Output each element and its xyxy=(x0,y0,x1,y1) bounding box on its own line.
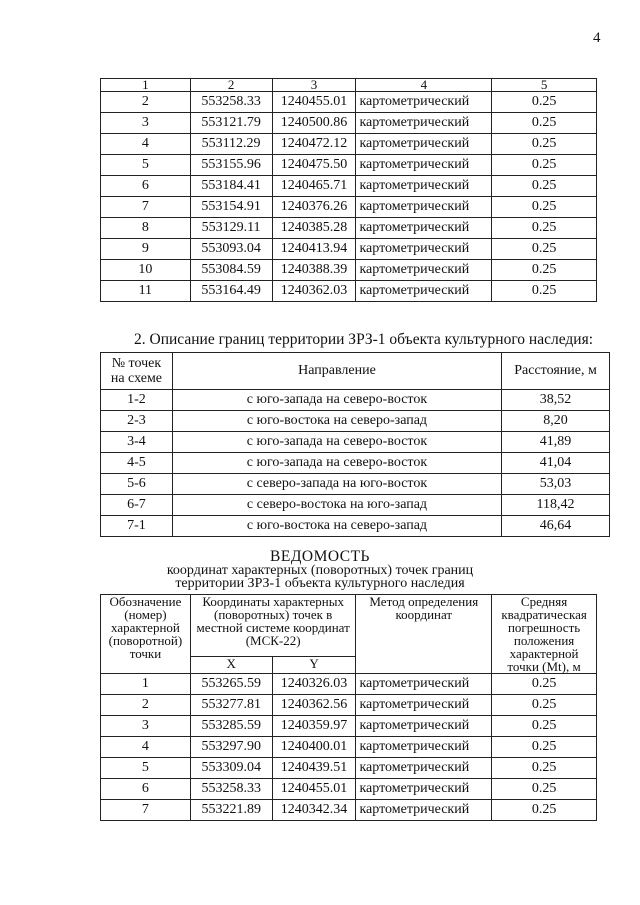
table-cell: 6 xyxy=(101,176,191,197)
table-cell: 1240326.03 xyxy=(272,674,356,695)
table-cell: 553297.90 xyxy=(190,737,272,758)
table-row xyxy=(101,432,610,453)
table-cell: 9 xyxy=(101,239,191,260)
vedomost-coordinates-table xyxy=(100,594,597,821)
table-cell: 41,04 xyxy=(502,453,610,474)
table-row xyxy=(101,453,610,474)
table-cell: 3 xyxy=(101,113,191,134)
table-cell: 553221.89 xyxy=(190,800,272,821)
table-cell: 1240475.50 xyxy=(272,155,356,176)
table-cell: картометрический xyxy=(356,176,492,197)
table-cell: 0.25 xyxy=(492,716,597,737)
column-number-3: 3 xyxy=(272,79,356,92)
table-cell: 553285.59 xyxy=(190,716,272,737)
table-row xyxy=(101,92,597,113)
header-distance: Расстояние, м xyxy=(502,353,610,390)
table-cell: 1240472.12 xyxy=(272,134,356,155)
table-cell: 0.25 xyxy=(492,218,597,239)
table-cell: 1240500.86 xyxy=(272,113,356,134)
table-cell: 553084.59 xyxy=(190,260,272,281)
table-cell: 5-6 xyxy=(101,474,173,495)
table-cell: картометрический xyxy=(356,155,492,176)
table-cell: 6 xyxy=(101,779,191,800)
column-number-5: 5 xyxy=(492,79,597,92)
table-cell: с юго-запада на северо-восток xyxy=(172,390,501,411)
table-cell: с северо-запада на юго-восток xyxy=(172,474,501,495)
table-cell: картометрический xyxy=(356,758,492,779)
table-cell: 2 xyxy=(101,92,191,113)
table-cell: картометрический xyxy=(356,716,492,737)
table-cell: 553309.04 xyxy=(190,758,272,779)
table-cell: 553258.33 xyxy=(190,779,272,800)
header-direction: Направление xyxy=(172,353,501,390)
table-cell: 7 xyxy=(101,800,191,821)
table-cell: 1240465.71 xyxy=(272,176,356,197)
table-cell: 38,52 xyxy=(502,390,610,411)
table-cell: 2-3 xyxy=(101,411,173,432)
table-cell: 553265.59 xyxy=(190,674,272,695)
table-cell: картометрический xyxy=(356,260,492,281)
table-cell: 553154.91 xyxy=(190,197,272,218)
table-row xyxy=(101,239,597,260)
table-row xyxy=(101,737,597,758)
table-cell: 6-7 xyxy=(101,495,173,516)
table-row xyxy=(101,113,597,134)
table-cell: 553258.33 xyxy=(190,92,272,113)
table-cell: 553184.41 xyxy=(190,176,272,197)
table-cell: 0.25 xyxy=(492,197,597,218)
table-cell: картометрический xyxy=(356,800,492,821)
table-cell: картометрический xyxy=(356,113,492,134)
table-cell: 4 xyxy=(101,134,191,155)
table-cell: 0.25 xyxy=(492,113,597,134)
table-cell: 0.25 xyxy=(492,176,597,197)
table-cell: 1240362.56 xyxy=(272,695,356,716)
table-cell: с юго-запада на северо-восток xyxy=(172,453,501,474)
table-cell: 0.25 xyxy=(492,155,597,176)
table-cell: 53,03 xyxy=(502,474,610,495)
table-cell: 0.25 xyxy=(492,674,597,695)
table-cell: 553155.96 xyxy=(190,155,272,176)
table-cell: 0.25 xyxy=(492,758,597,779)
vedomost-subtitle-line1: координат характерных (поворотных) точек границ xyxy=(166,563,474,578)
table-cell: картометрический xyxy=(356,695,492,716)
table-cell: картометрический xyxy=(356,281,492,302)
table-cell: 0.25 xyxy=(492,239,597,260)
boundary-description-table xyxy=(100,352,610,537)
table-cell: с юго-востока на северо-запад xyxy=(172,411,501,432)
header-method: Метод определения координат xyxy=(356,595,492,674)
table-cell: картометрический xyxy=(356,239,492,260)
header-coordinates: Координаты характерных (поворотных) точек в местной системе координат (МСК-22) xyxy=(190,595,356,657)
header-points: № точек на схеме xyxy=(101,353,173,390)
table-cell: картометрический xyxy=(356,779,492,800)
table-cell: 1240455.01 xyxy=(272,779,356,800)
table-cell: 0.25 xyxy=(492,800,597,821)
table-cell: 1240376.26 xyxy=(272,197,356,218)
table-row xyxy=(101,695,597,716)
table-cell: картометрический xyxy=(356,134,492,155)
table-row xyxy=(101,390,610,411)
table-row xyxy=(101,674,597,695)
table-header-row xyxy=(101,79,597,92)
table-cell: 118,42 xyxy=(502,495,610,516)
table-cell: 0.25 xyxy=(492,134,597,155)
table-cell: 4-5 xyxy=(101,453,173,474)
table-cell: 8 xyxy=(101,218,191,239)
table-cell: картометрический xyxy=(356,674,492,695)
table-row xyxy=(101,516,610,537)
table-cell: 46,64 xyxy=(502,516,610,537)
table-cell: 2 xyxy=(101,695,191,716)
table-cell: 1240385.28 xyxy=(272,218,356,239)
table-row xyxy=(101,474,610,495)
table-row xyxy=(101,411,610,432)
table-cell: 1240359.97 xyxy=(272,716,356,737)
table-row xyxy=(101,155,597,176)
table-cell: 0.25 xyxy=(492,281,597,302)
table-cell: 8,20 xyxy=(502,411,610,432)
table-row xyxy=(101,197,597,218)
header-x: X xyxy=(190,657,272,674)
table-row xyxy=(101,218,597,239)
table-cell: 0.25 xyxy=(492,92,597,113)
table-cell: 7 xyxy=(101,197,191,218)
table-row xyxy=(101,758,597,779)
table-cell: с юго-запада на северо-восток xyxy=(172,432,501,453)
table-cell: 553093.04 xyxy=(190,239,272,260)
table-row xyxy=(101,800,597,821)
table-header-row xyxy=(101,595,597,657)
table-cell: картометрический xyxy=(356,737,492,758)
table-cell: 1240342.34 xyxy=(272,800,356,821)
page-number: 4 xyxy=(593,30,601,46)
table-row xyxy=(101,176,597,197)
table-cell: 1240388.39 xyxy=(272,260,356,281)
table-cell: с юго-востока на северо-запад xyxy=(172,516,501,537)
table-cell: 1240362.03 xyxy=(272,281,356,302)
table-cell: 5 xyxy=(101,155,191,176)
coordinates-table-continued xyxy=(100,78,597,302)
table-cell: 5 xyxy=(101,758,191,779)
header-designation: Обозначение (номер) характерной (поворотной) точки xyxy=(101,595,191,674)
column-number-1: 1 xyxy=(101,79,191,92)
table-cell: 41,89 xyxy=(502,432,610,453)
table-cell: 553129.11 xyxy=(190,218,272,239)
table-cell: картометрический xyxy=(356,92,492,113)
header-error: Средняя квадратическая погрешность положения характерной точки (Mt), м xyxy=(492,595,597,674)
table-cell: 0.25 xyxy=(492,779,597,800)
table-row xyxy=(101,716,597,737)
table-cell: 3-4 xyxy=(101,432,173,453)
table-cell: 1240413.94 xyxy=(272,239,356,260)
table-row xyxy=(101,779,597,800)
table-cell: 3 xyxy=(101,716,191,737)
table-row xyxy=(101,281,597,302)
header-y: Y xyxy=(272,657,356,674)
table-cell: 553112.29 xyxy=(190,134,272,155)
section-2-title: 2. Описание границ территории ЗРЗ-1 объекта культурного наследия: xyxy=(134,331,594,348)
vedomost-subtitle-line2: территории ЗРЗ-1 объекта культурного наследия xyxy=(175,576,465,591)
vedomost-title: ВЕДОМОСТЬ xyxy=(270,548,370,565)
table-cell: 10 xyxy=(101,260,191,281)
table-cell: 1240455.01 xyxy=(272,92,356,113)
table-cell: 0.25 xyxy=(492,695,597,716)
table-cell: 0.25 xyxy=(492,737,597,758)
table-row xyxy=(101,260,597,281)
column-number-4: 4 xyxy=(356,79,492,92)
table-row xyxy=(101,134,597,155)
table-cell: 1240400.01 xyxy=(272,737,356,758)
table-cell: 1240439.51 xyxy=(272,758,356,779)
table-cell: 11 xyxy=(101,281,191,302)
table-cell: 4 xyxy=(101,737,191,758)
table-cell: картометрический xyxy=(356,218,492,239)
table-cell: с северо-востока на юго-запад xyxy=(172,495,501,516)
table-cell: 553121.79 xyxy=(190,113,272,134)
table-cell: картометрический xyxy=(356,197,492,218)
table-cell: 7-1 xyxy=(101,516,173,537)
table-row xyxy=(101,495,610,516)
table-header-row xyxy=(101,353,610,390)
table-cell: 1 xyxy=(101,674,191,695)
table-cell: 1-2 xyxy=(101,390,173,411)
column-number-2: 2 xyxy=(190,79,272,92)
table-cell: 0.25 xyxy=(492,260,597,281)
table-cell: 553277.81 xyxy=(190,695,272,716)
table-cell: 553164.49 xyxy=(190,281,272,302)
